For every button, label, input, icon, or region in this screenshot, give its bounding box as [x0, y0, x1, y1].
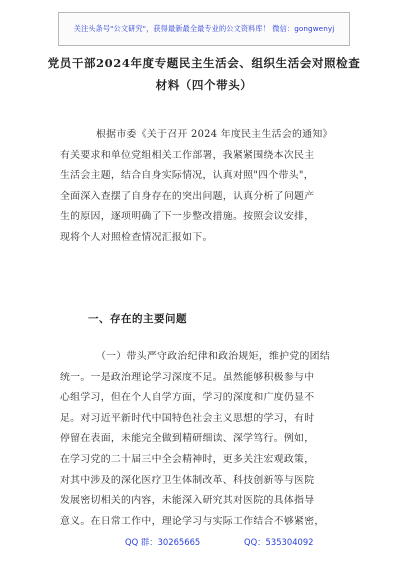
paragraph-line: 意义。在日常工作中，理论学习与实际工作结合不够紧密， — [60, 515, 325, 527]
paragraph-line: 停留在表面，未能完全做到精研细读、深学笃行。例如， — [60, 433, 315, 445]
paragraph-line: 现将个人对照检查情况汇报如下。 — [60, 231, 213, 243]
paragraph-line: 发展密切相关的内容，未能深入研究其对医院的具体指导 — [60, 495, 315, 507]
section-paragraph — [60, 347, 360, 532]
paragraph-line: 足。对习近平新时代中国特色社会主义思想的学习，有时 — [60, 412, 315, 424]
intro-paragraph — [60, 125, 360, 249]
paragraph-line: 对其中涉及的深化医疗卫生体制改革、科技创新等与医院 — [60, 474, 315, 486]
document-title-line-1: 党员干部2024年度专题民主生活会、组织生活会对照检查 — [47, 56, 361, 70]
paragraph-line: 生的原因，逐项明确了下一步整改措施。按照会议安排， — [60, 211, 315, 223]
paragraph-line: 生活会主题，结合自身实际情况，认真对照"四个带头"， — [60, 170, 314, 182]
header-banner-text: 关注头条号"公文研究"，获得最新最全最专业的公文资料库！ 微信：gongwenyj — [73, 24, 335, 33]
section-heading: 一、存在的主要问题 — [88, 313, 187, 325]
paragraph-line: 统一。一是政治理论学习深度不足。虽然能够积极参与中 — [60, 371, 315, 383]
paragraph-line: 在学习党的二十届三中全会精神时，更多关注宏观政策， — [60, 453, 315, 465]
document-title-line-2: 材料（四个带头） — [155, 78, 253, 92]
paragraph-line: （一）带头严守政治纪律和政治规矩，维护党的团结 — [96, 351, 331, 362]
paragraph-line: 全面深入查摆了自身存在的突出问题，认真分析了问题产 — [60, 190, 315, 202]
footer-qq-contact: QQ：535304092 — [244, 537, 314, 547]
footer-qq-group: QQ 群：30265665 — [125, 537, 201, 547]
header-banner — [58, 12, 350, 46]
paragraph-line: 心组学习，但在个人自学方面，学习的深度和广度仍显不 — [60, 392, 315, 404]
paragraph-line: 根据市委《关于召开 2024 年度民主生活会的通知》 — [96, 129, 333, 140]
paragraph-line: 有关要求和单位党组相关工作部署，我紧紧围绕本次民主 — [60, 149, 315, 161]
